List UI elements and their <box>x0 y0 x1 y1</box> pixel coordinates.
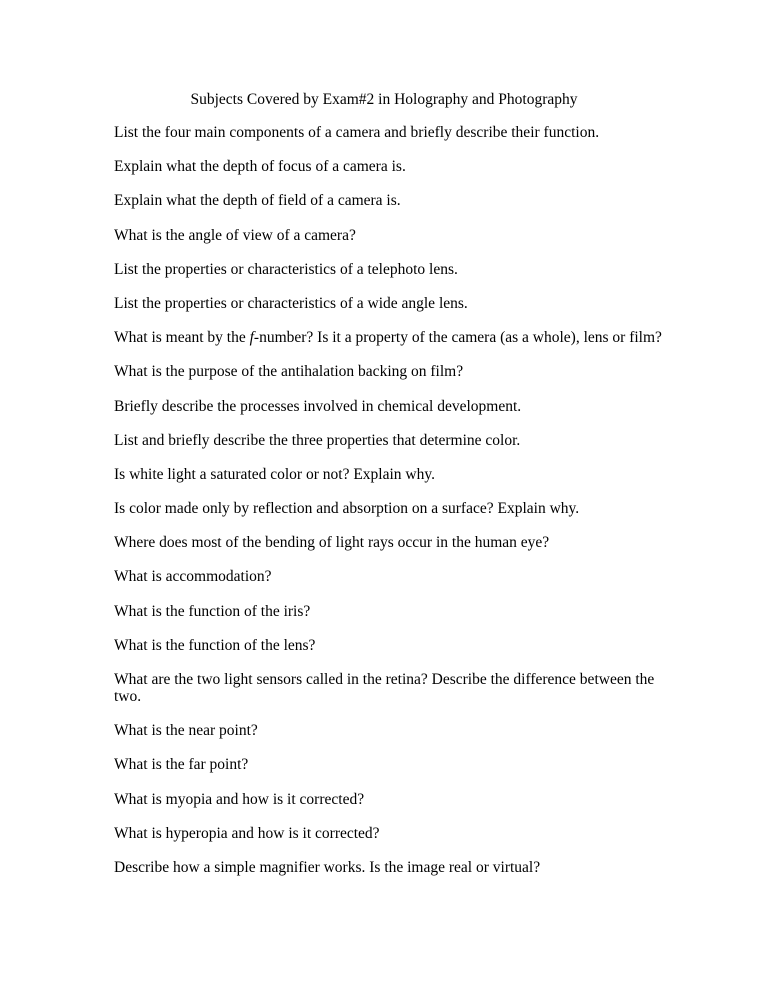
question-item: Explain what the depth of field of a camera is. <box>114 192 401 210</box>
question-item: What is the near point? <box>114 722 258 740</box>
question-item: What is the angle of view of a camera? <box>114 226 356 244</box>
question-item: Is color made only by reflection and absorption on a surface? Explain why. <box>114 500 580 518</box>
question-item: List the four main components of a camera and briefly describe their function. <box>114 124 600 141</box>
question-item: What is the purpose of the antihalation backing on film? <box>114 363 464 381</box>
question-item: Where does most of the bending of light rays occur in the human eye? <box>114 534 550 552</box>
question-item: Describe how a simple magnifier works. Is the image real or virtual? <box>114 858 541 876</box>
question-item: List the properties or characteristics of a wide angle lens. <box>114 294 468 312</box>
question-item: What is the function of the iris? <box>114 602 311 620</box>
question-item: List the properties or characteristics of a telephoto lens. <box>114 260 458 278</box>
question-text: -number? Is it a property of the camera (as a whole), lens or film? <box>253 329 662 347</box>
question-item: What is the far point? <box>114 756 249 774</box>
question-item: What is the function of the lens? <box>114 636 316 654</box>
question-item: What are the two light sensors called in the retina? Describe the difference between the two. <box>114 671 655 705</box>
question-item: Briefly describe the processes involved in chemical development. <box>114 397 522 415</box>
document-title: Subjects Covered by Exam#2 in Holography and Photography <box>190 91 578 108</box>
question-item: What is accommodation? <box>114 568 272 586</box>
question-item: Explain what the depth of focus of a camera is. <box>114 158 406 176</box>
f-number-italic: f <box>249 329 254 347</box>
question-item: List and briefly describe the three properties that determine color. <box>114 431 521 449</box>
question-item: Is white light a saturated color or not? Explain why. <box>114 465 435 483</box>
question-item: What is myopia and how is it corrected? <box>114 790 365 808</box>
question-text: What is meant by the <box>114 329 250 347</box>
question-item <box>114 329 662 347</box>
question-item: What is hyperopia and how is it corrected? <box>114 824 380 842</box>
question-list <box>114 124 662 893</box>
